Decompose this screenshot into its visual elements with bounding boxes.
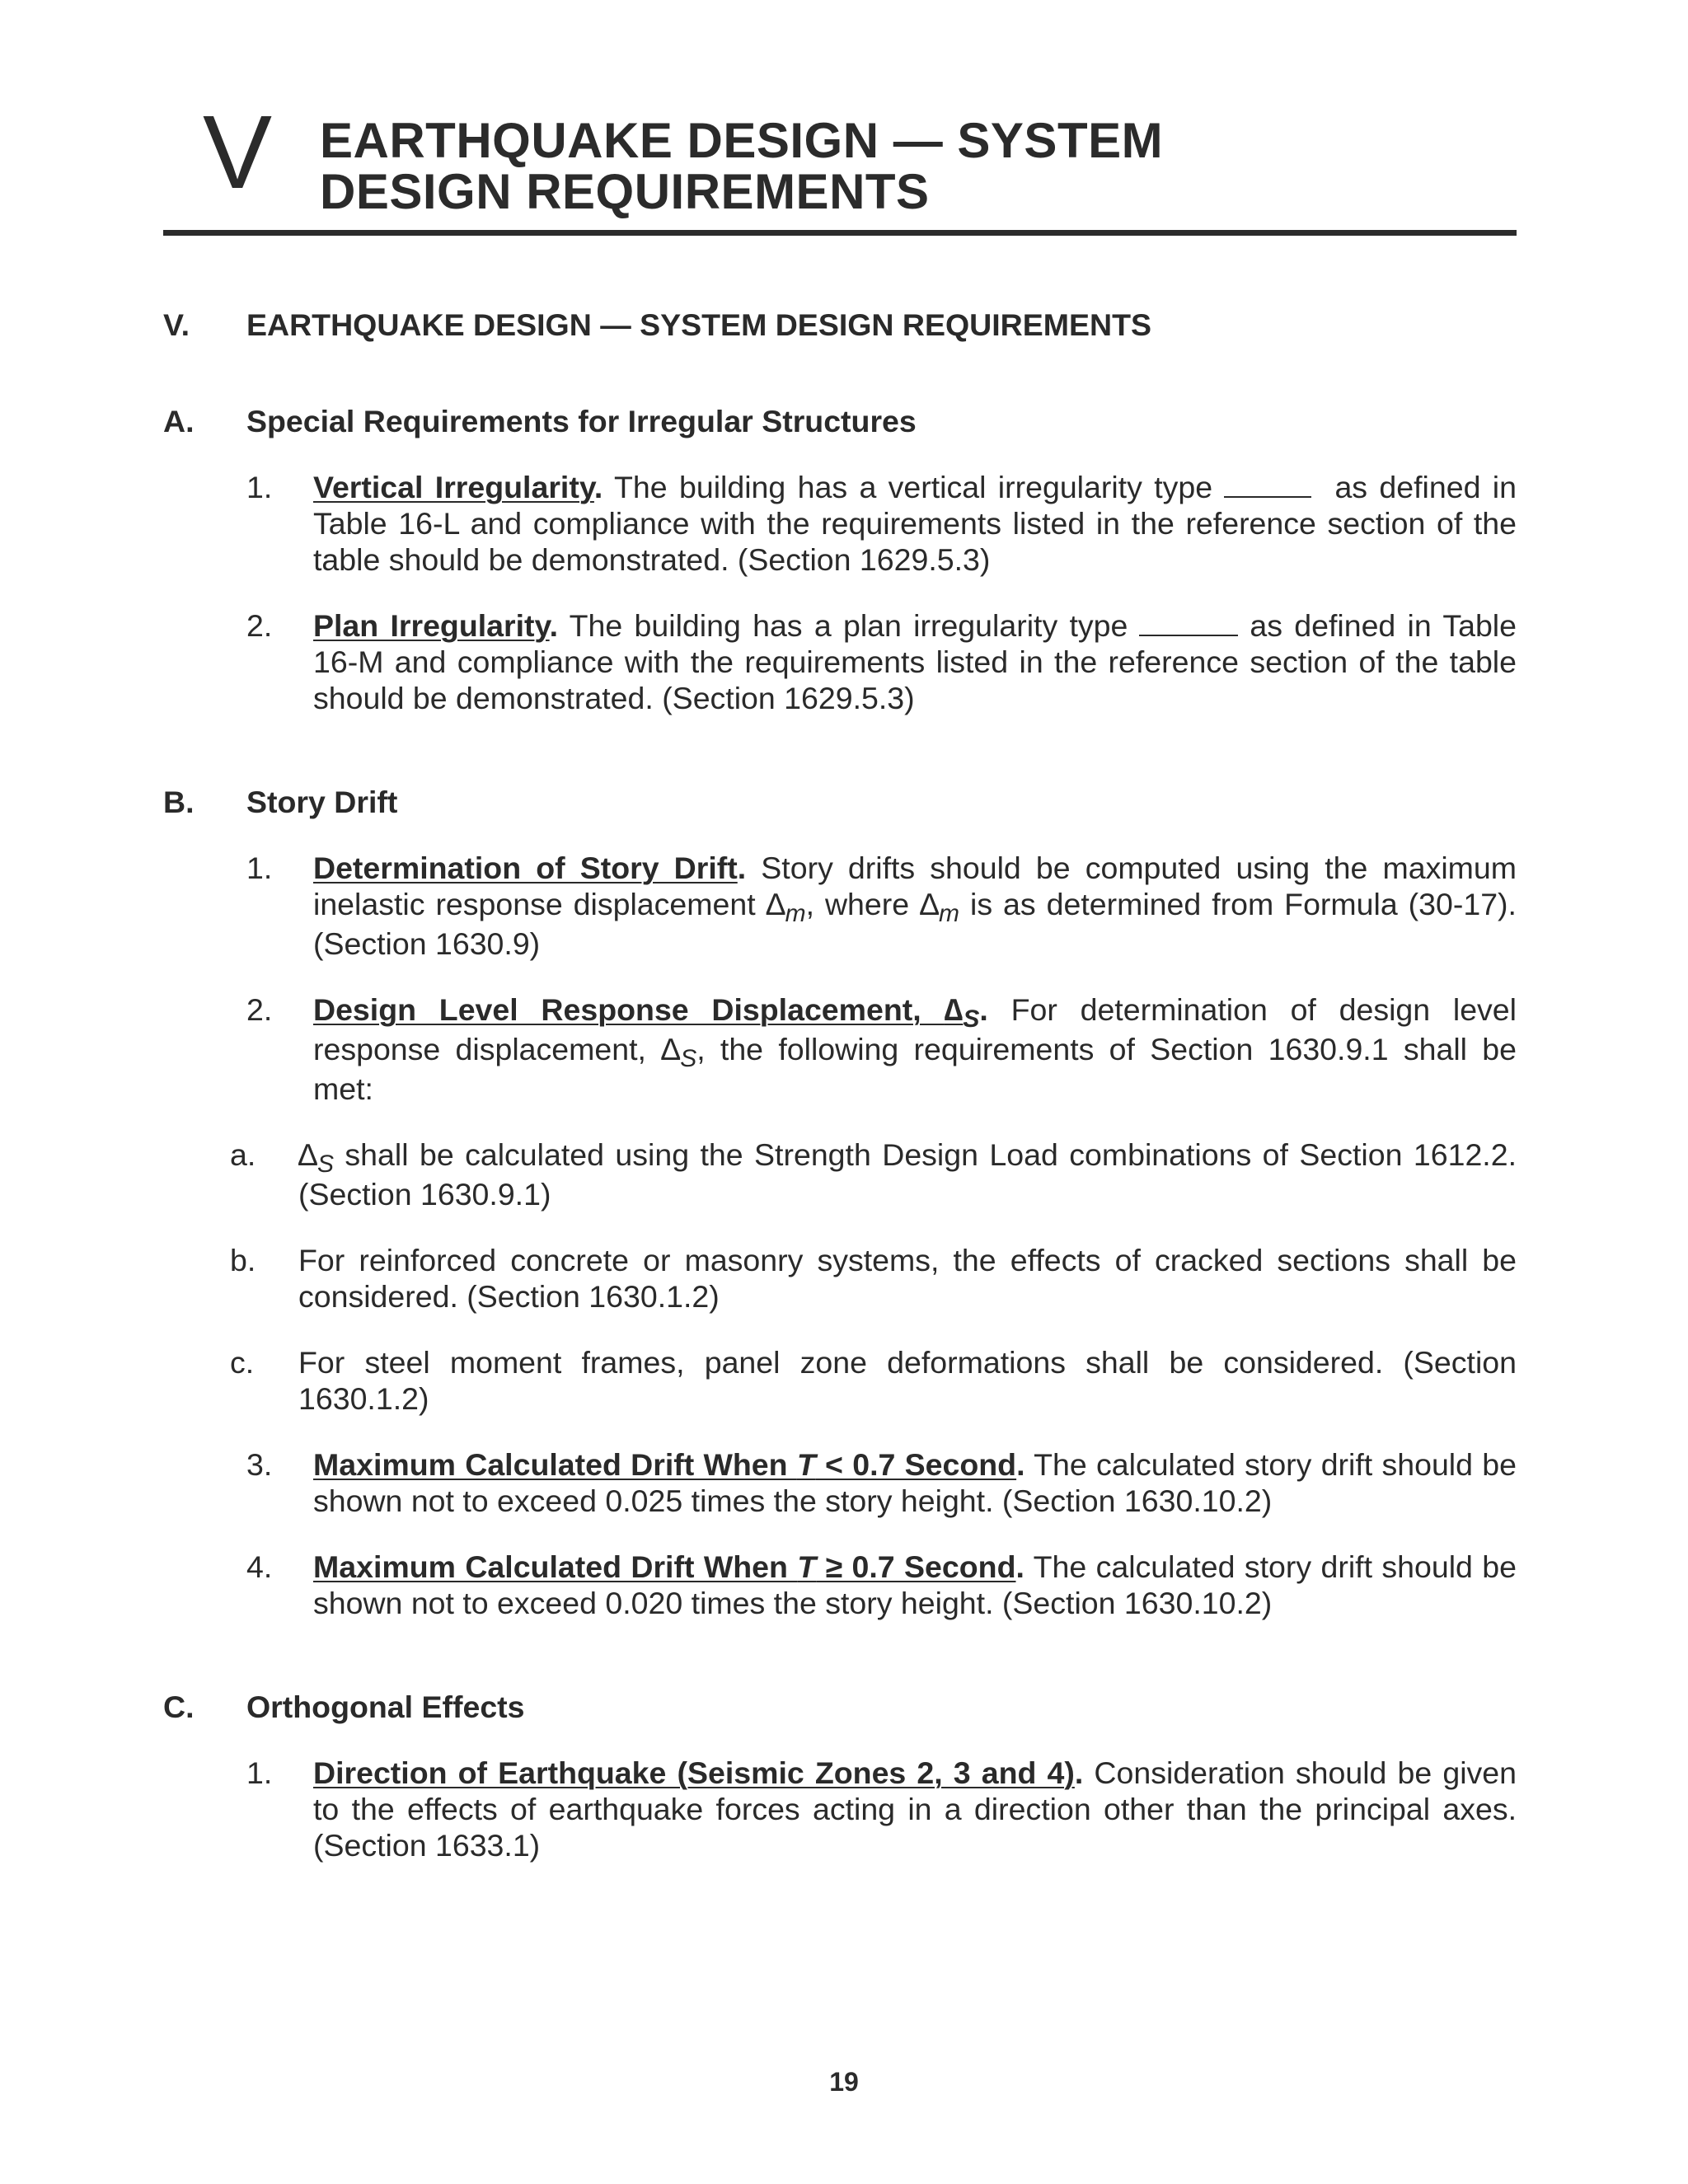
item-title bbox=[313, 1447, 1016, 1482]
item-text-3: is as determined from Formula (30-17). (Section 1630.9) bbox=[313, 887, 1517, 961]
subitem-label: c. bbox=[230, 1345, 255, 1380]
item-title-text: Design Level Response Displacement, bbox=[313, 992, 945, 1027]
item-title-part-1: Maximum Calculated Drift When bbox=[313, 1549, 798, 1584]
item-title: Vertical Irregularity bbox=[313, 470, 594, 504]
subitem-text: shall be calculated using the Strength Design Load combinations of Section 1612.2. (Section 1630.9.1) bbox=[298, 1137, 1517, 1212]
subitem-body bbox=[298, 1137, 1517, 1212]
subitem-body: For reinforced concrete or masonry systems, the effects of cracked sections shall be considered. (Section 1630.1.2) bbox=[298, 1243, 1517, 1314]
item-text-1: For determination of design level response displacement, bbox=[313, 992, 1517, 1066]
item-number: 3. bbox=[246, 1447, 273, 1482]
subitem-body: For steel moment frames, panel zone deformations shall be considered. (Section 1630.1.2) bbox=[298, 1345, 1517, 1416]
item-title-part-1: Maximum Calculated Drift When bbox=[313, 1447, 797, 1482]
item-title-period: . bbox=[979, 992, 988, 1027]
item-determination-of-story-drift bbox=[246, 850, 1517, 962]
section-a bbox=[163, 403, 1517, 716]
item-text: The calculated story drift should be shown not to exceed 0.020 times the story height. (Section 1630.10.2) bbox=[313, 1549, 1517, 1620]
item-text-2: , where bbox=[805, 887, 921, 921]
item-title-period: . bbox=[1015, 1549, 1025, 1584]
section-c-heading bbox=[163, 1689, 1517, 1725]
item-title-period: . bbox=[1074, 1755, 1084, 1790]
section-a-label: A. bbox=[163, 404, 195, 438]
fill-in-blank[interactable] bbox=[1139, 612, 1238, 636]
item-body bbox=[313, 469, 1517, 578]
document-body bbox=[163, 305, 1517, 1863]
delta-symbol: ∆ bbox=[298, 1137, 317, 1172]
delta-symbol: ∆ bbox=[766, 887, 785, 921]
section-b bbox=[163, 784, 1517, 1621]
section-a-title: Special Requirements for Irregular Structures bbox=[246, 404, 917, 438]
item-plan-irregularity bbox=[246, 607, 1517, 716]
page-number: 19 bbox=[829, 2067, 859, 2097]
item-text-after: as defined in Table 16-L and compliance with the requirements listed in the reference section of the table should be demonstrated. (Section 1629.5.3) bbox=[313, 470, 1517, 577]
subitem-c bbox=[230, 1344, 1517, 1417]
item-design-level-response-displacement bbox=[246, 991, 1517, 1107]
section-c bbox=[163, 1689, 1517, 1863]
item-title-period: . bbox=[549, 608, 559, 643]
item-text-before: The building has a vertical irregularity type bbox=[603, 470, 1213, 504]
item-title: Determination of Story Drift bbox=[313, 851, 738, 885]
item-body bbox=[313, 991, 1517, 1107]
main-heading bbox=[163, 307, 1517, 343]
chapter-letter: V bbox=[203, 94, 273, 210]
item-number: 1. bbox=[246, 470, 273, 504]
chapter-title bbox=[320, 115, 1163, 218]
fill-in-blank[interactable] bbox=[1224, 473, 1311, 498]
item-number: 1. bbox=[246, 1755, 273, 1790]
item-number: 4. bbox=[246, 1549, 273, 1584]
subscript-m: m bbox=[939, 900, 960, 927]
item-title-period: . bbox=[737, 851, 747, 885]
subitem-b bbox=[230, 1242, 1517, 1315]
section-a-heading bbox=[163, 403, 1517, 439]
item-body bbox=[313, 850, 1517, 962]
chapter-title-line-1: EARTHQUAKE DESIGN — SYSTEM bbox=[320, 113, 1164, 168]
header-rule bbox=[163, 230, 1517, 236]
item-text-1: Story drifts should be computed using the maximum inelastic response displacement bbox=[313, 851, 1517, 921]
item-title-part-2: < 0.7 Second bbox=[815, 1447, 1017, 1482]
item-title-part-2: ≥ 0.7 Second bbox=[816, 1549, 1016, 1584]
item-number: 2. bbox=[246, 992, 273, 1027]
subitem-label: b. bbox=[230, 1243, 256, 1277]
item-body bbox=[313, 1549, 1517, 1621]
delta-symbol: ∆ bbox=[944, 992, 964, 1027]
item-text: The calculated story drift should be shown not to exceed 0.025 times the story height. (Section 1630.10.2) bbox=[313, 1447, 1517, 1518]
item-text: Consideration should be given to the effects of earthquake forces acting in a direction other than the principal axes. (Section 1633.1) bbox=[313, 1755, 1517, 1863]
item-direction-of-earthquake bbox=[246, 1755, 1517, 1863]
item-text-2: , the following requirements of Section 1630.9.1 shall be met: bbox=[313, 1032, 1517, 1106]
subscript-m: m bbox=[785, 900, 806, 927]
main-heading-text: EARTHQUAKE DESIGN — SYSTEM DESIGN REQUIREMENTS bbox=[246, 307, 1152, 342]
item-title: Direction of Earthquake (Seismic Zones 2, 3 and 4) bbox=[313, 1755, 1075, 1790]
item-max-drift-below bbox=[246, 1446, 1517, 1519]
subscript-s: S bbox=[963, 1005, 980, 1033]
item-number: 2. bbox=[246, 608, 273, 643]
period-symbol-t: T bbox=[797, 1549, 817, 1584]
item-number: 1. bbox=[246, 851, 273, 885]
delta-symbol: ∆ bbox=[661, 1032, 681, 1066]
chapter-title-line-2: DESIGN REQUIREMENTS bbox=[320, 164, 930, 219]
item-title-period: . bbox=[593, 470, 603, 504]
subitem-label: a. bbox=[230, 1137, 256, 1172]
section-b-heading bbox=[163, 784, 1517, 820]
section-c-title: Orthogonal Effects bbox=[246, 1690, 525, 1724]
item-title-period: . bbox=[1016, 1447, 1025, 1482]
item-body bbox=[313, 1755, 1517, 1863]
item-vertical-irregularity bbox=[246, 469, 1517, 578]
item-title: Plan Irregularity bbox=[313, 608, 550, 643]
item-title bbox=[313, 992, 980, 1033]
period-symbol-t: T bbox=[796, 1447, 816, 1482]
section-b-title: Story Drift bbox=[246, 785, 398, 819]
item-text-after: as defined in Table 16-M and compliance with the requirements listed in the reference section of the table should be demonstrated. (Section 1629.5.3) bbox=[313, 608, 1517, 715]
section-b-label: B. bbox=[163, 785, 195, 819]
main-heading-label: V. bbox=[163, 307, 190, 342]
item-text-before: The building has a plan irregularity type bbox=[558, 608, 1128, 643]
item-max-drift-above bbox=[246, 1549, 1517, 1621]
subscript-s: S bbox=[680, 1045, 697, 1072]
item-body bbox=[313, 1446, 1517, 1519]
subscript-s: S bbox=[316, 1151, 334, 1178]
delta-symbol: ∆ bbox=[920, 887, 940, 921]
item-body bbox=[313, 607, 1517, 716]
item-title bbox=[313, 1549, 1015, 1584]
subitem-a bbox=[230, 1137, 1517, 1212]
section-c-label: C. bbox=[163, 1690, 195, 1724]
